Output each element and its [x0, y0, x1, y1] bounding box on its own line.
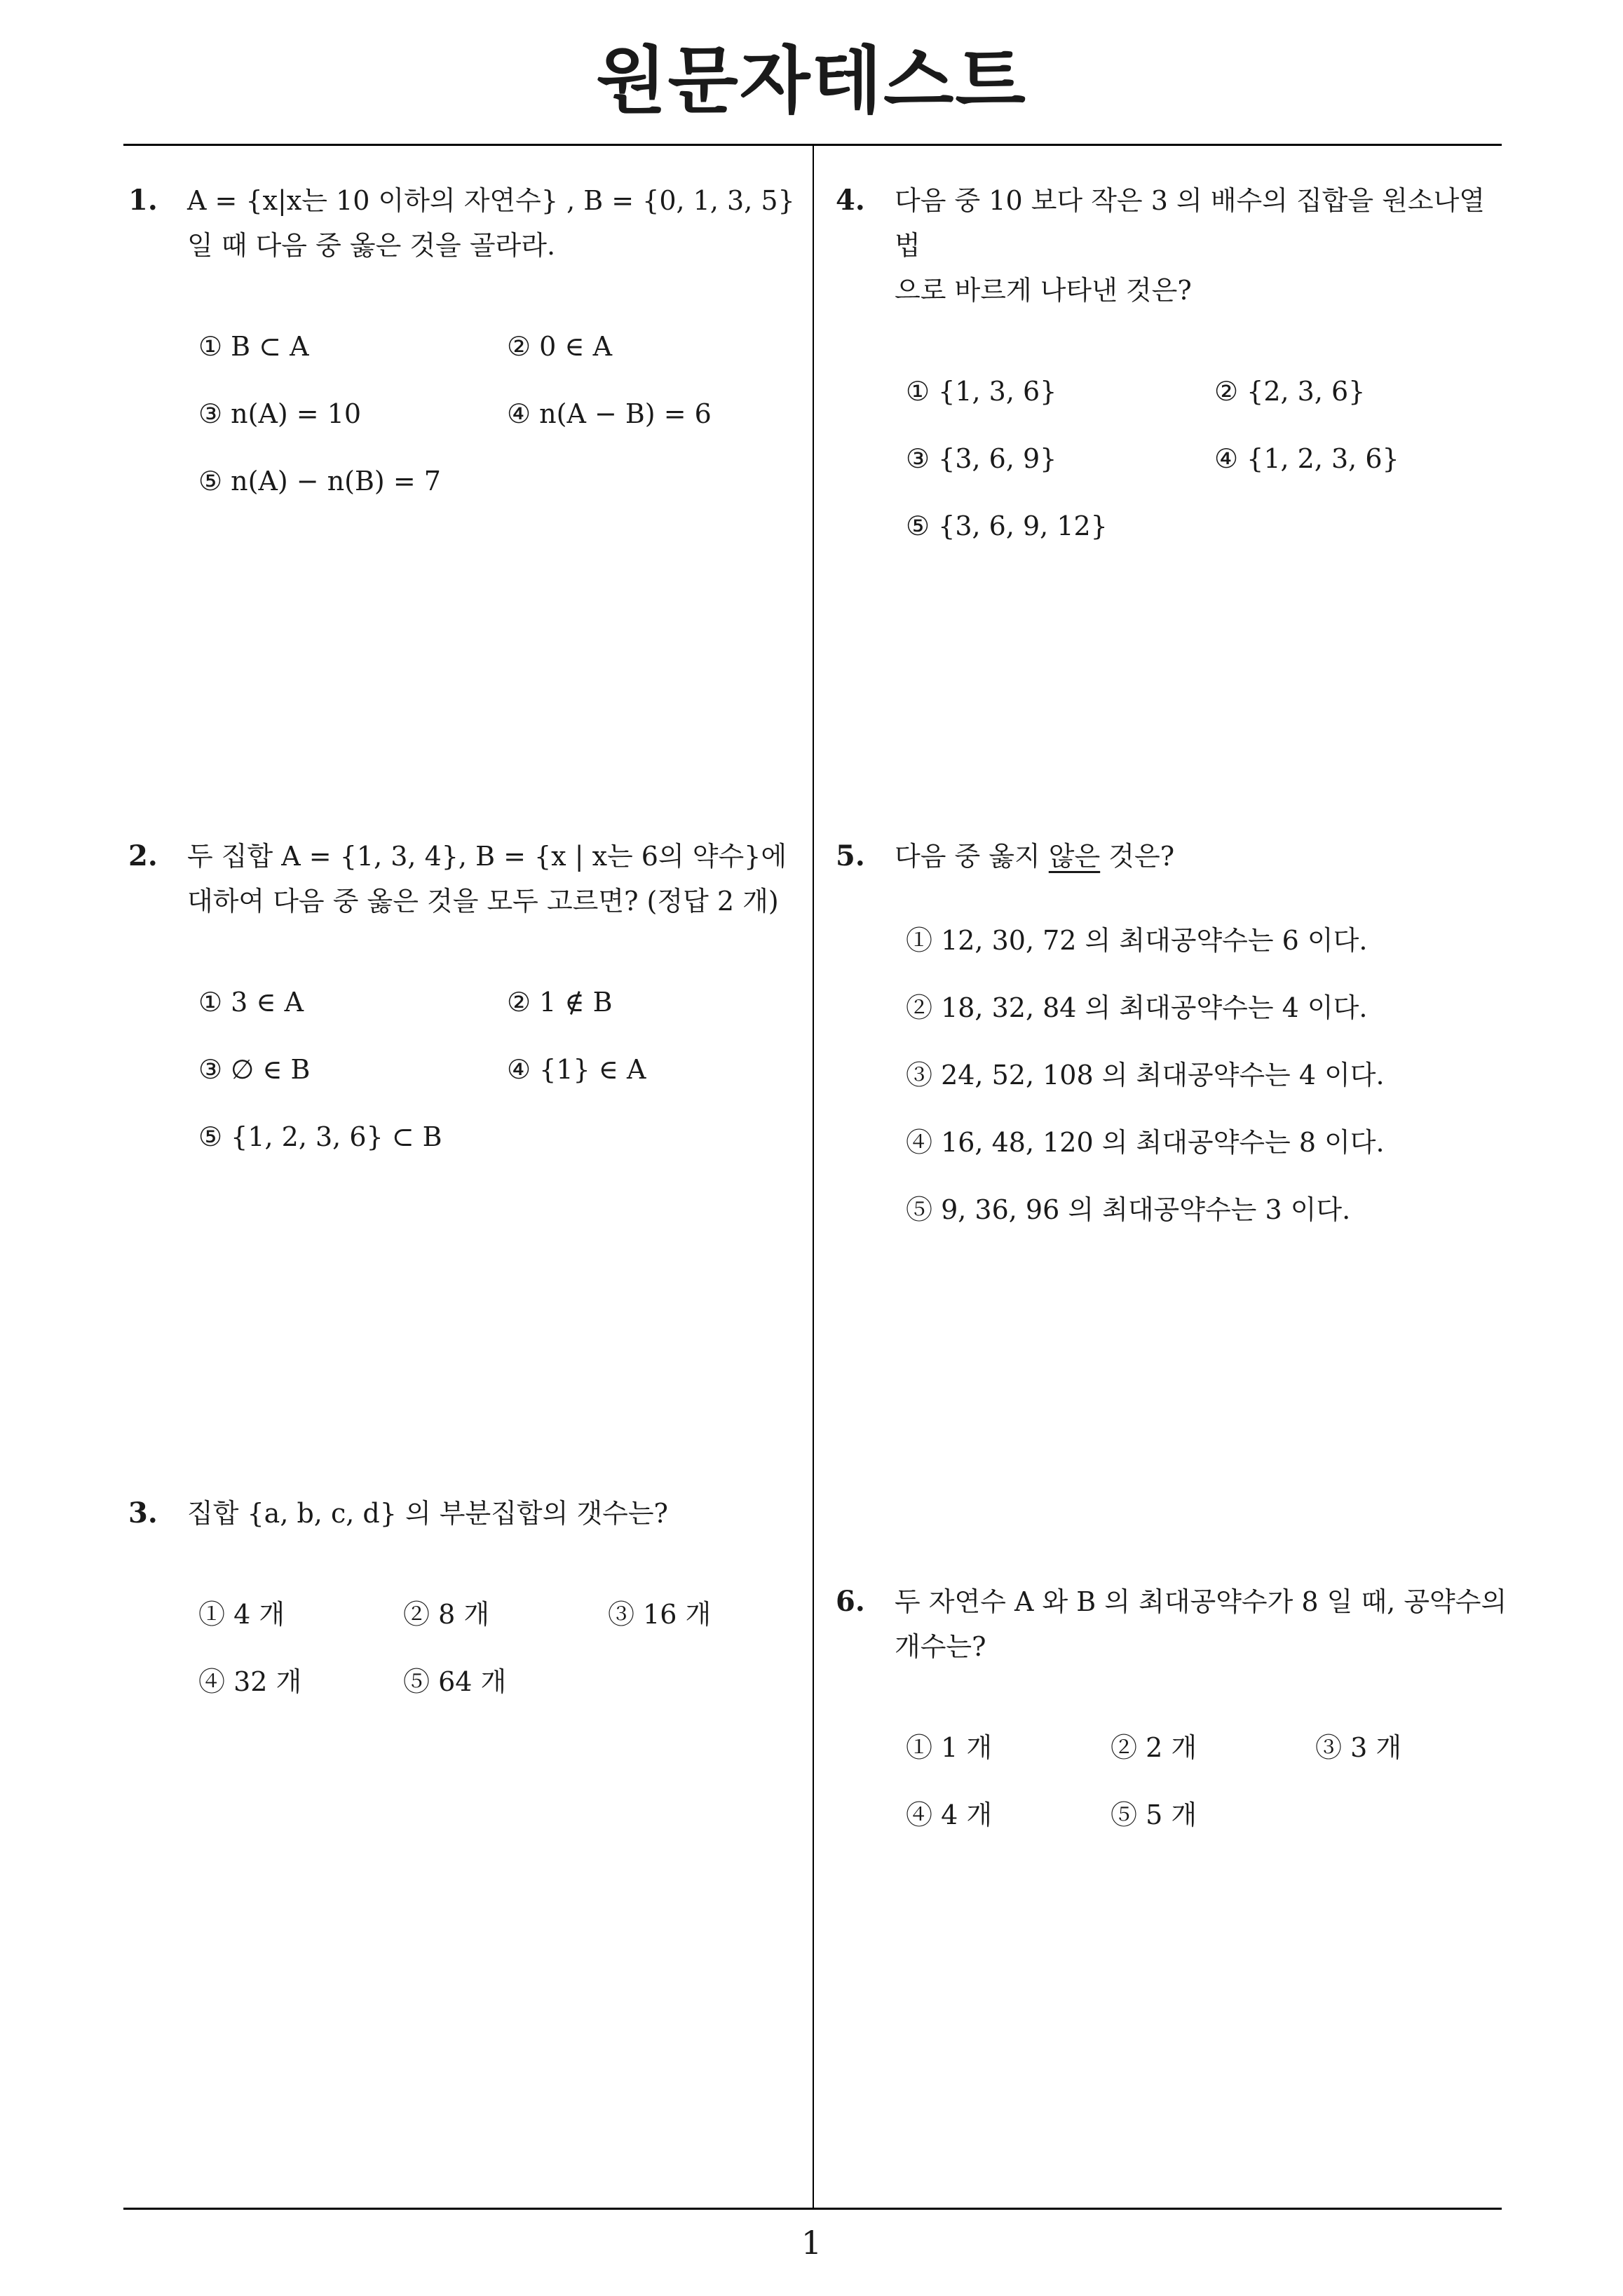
option-2[interactable]: ② {2, 3, 6} — [1214, 376, 1366, 407]
option-1[interactable]: ① 12, 30, 72 의 최대공약수는 6 이다. — [906, 925, 1368, 956]
option-4[interactable]: ④ {1} ∈ A — [507, 1054, 646, 1085]
question-number: 5. — [836, 839, 865, 872]
option-2[interactable]: ② 1 ∉ B — [507, 987, 613, 1018]
option-3[interactable]: ③ {3, 6, 9} — [906, 443, 1057, 474]
option-5[interactable]: ⑤ 64 개 — [403, 1666, 507, 1697]
option-5[interactable]: ⑤ 9, 36, 96 의 최대공약수는 3 이다. — [906, 1194, 1351, 1225]
option-5[interactable]: ⑤ 5 개 — [1111, 1799, 1197, 1830]
option-1[interactable]: ① B ⊂ A — [198, 331, 309, 362]
question-2 — [128, 834, 801, 1159]
question-number: 1. — [128, 184, 158, 217]
answer-options — [198, 980, 801, 1159]
question-number: 2. — [128, 839, 158, 872]
option-2[interactable]: ② 0 ∈ A — [507, 331, 613, 362]
option-3[interactable]: ③ 16 개 — [608, 1599, 712, 1630]
underlined-keyword: 않은 — [1048, 841, 1101, 872]
option-1[interactable]: ① {1, 3, 6} — [906, 376, 1057, 407]
bottom-rule — [123, 2208, 1502, 2210]
question-1 — [128, 178, 801, 504]
option-3[interactable]: ③ ∅ ∈ B — [198, 1054, 311, 1085]
page-number: 1 — [801, 2224, 822, 2262]
question-3 — [128, 1491, 801, 1704]
option-5[interactable]: ⑤ {3, 6, 9, 12} — [906, 511, 1108, 541]
option-3[interactable]: ③ 3 개 — [1315, 1732, 1402, 1763]
question-number: 4. — [836, 184, 865, 217]
option-3[interactable]: ③ n(A) = 10 — [198, 398, 362, 429]
option-5[interactable]: ⑤ {1, 2, 3, 6} ⊂ B — [198, 1121, 442, 1152]
page-title: 원문자테스트 — [596, 38, 1027, 123]
answer-options — [906, 1725, 1509, 1837]
option-2[interactable]: ② 18, 32, 84 의 최대공약수는 4 이다. — [906, 992, 1368, 1023]
answer-options — [198, 324, 801, 504]
question-stem: 두 자연수 A 와 B 의 최대공약수가 8 일 때, 공약수의 개수는? — [895, 1586, 1507, 1662]
question-stem: 다음 중 옳지 않은 것은? — [895, 841, 1175, 872]
option-4[interactable]: ④ n(A − B) = 6 — [507, 398, 712, 429]
question-5 — [836, 834, 1509, 1232]
answer-options — [198, 1592, 801, 1704]
question-6 — [836, 1579, 1509, 1837]
option-1[interactable]: ① 1 개 — [906, 1732, 993, 1763]
question-stem: 두 집합 A = {1, 3, 4}, B = {x | x는 6의 약수}에 대하여 다음 중 옳은 것을 모두 고르면? (정답 2 개) — [187, 841, 787, 917]
question-number: 3. — [128, 1497, 158, 1529]
option-3[interactable]: ③ 24, 52, 108 의 최대공약수는 4 이다. — [906, 1060, 1385, 1090]
option-4[interactable]: ④ 4 개 — [906, 1799, 993, 1830]
option-2[interactable]: ② 2 개 — [1111, 1732, 1197, 1763]
option-2[interactable]: ② 8 개 — [403, 1599, 490, 1630]
question-stem: 다음 중 10 보다 작은 3 의 배수의 집합을 원소나열법 으로 바르게 나타낸 것은? — [895, 185, 1485, 306]
option-4[interactable]: ④ {1, 2, 3, 6} — [1214, 443, 1399, 474]
answer-options — [906, 369, 1509, 548]
option-4[interactable]: ④ 32 개 — [198, 1666, 302, 1697]
option-5[interactable]: ⑤ n(A) − n(B) = 7 — [198, 466, 441, 497]
answer-options — [906, 918, 1509, 1232]
option-4[interactable]: ④ 16, 48, 120 의 최대공약수는 8 이다. — [906, 1127, 1385, 1158]
question-stem: A = {x|x는 10 이하의 자연수} , B = {0, 1, 3, 5} 일 때 다음 중 옳은 것을 골라라. — [187, 185, 795, 261]
column-divider — [813, 145, 814, 2208]
question-4 — [836, 178, 1509, 548]
question-stem: 집합 {a, b, c, d} 의 부분집합의 갯수는? — [187, 1498, 668, 1529]
option-1[interactable]: ① 3 ∈ A — [198, 987, 304, 1018]
option-1[interactable]: ① 4 개 — [198, 1599, 285, 1630]
question-number: 6. — [836, 1585, 865, 1618]
